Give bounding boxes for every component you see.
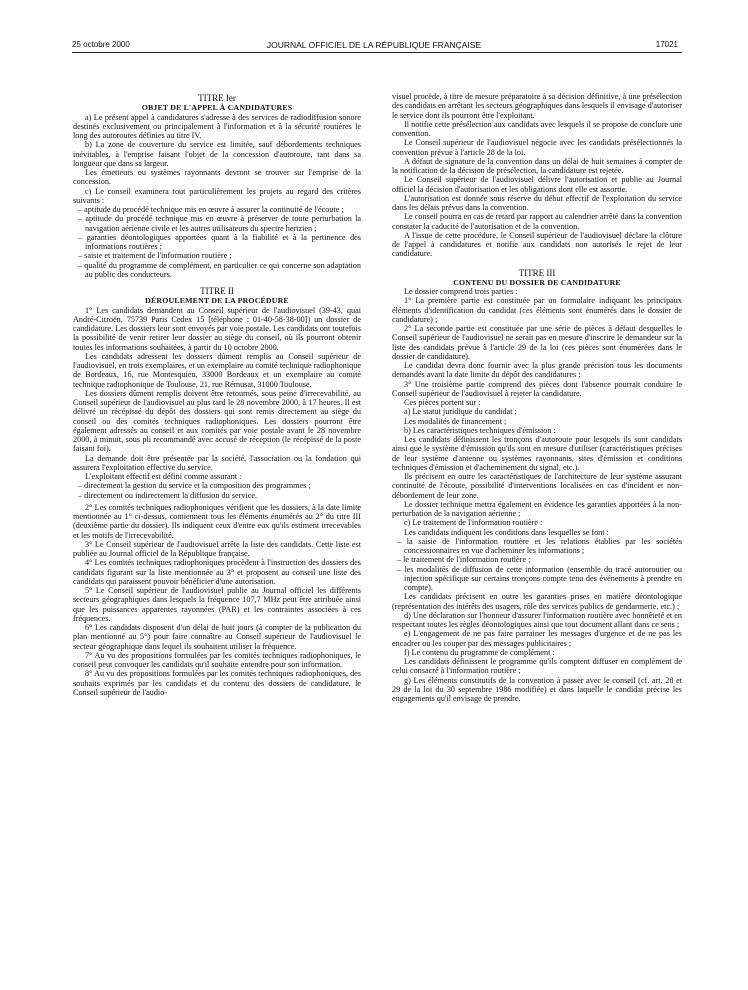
paragraph: 3° Une troisième partie comprend des pièces dont l'absence pourrait conduire le Conseil supérieur de l'audiovisuel à rejeter la candidature. <box>392 379 682 398</box>
paragraph: 1° Les candidats demandent au Conseil supérieur de l'audiovisuel (39-43, quai André-Citroën, 75739 Paris Cedex 15 [téléphone : 01-40-58-38-00]) un dossier de candidature. Les dossiers leur sont envoyés par voie postale. Les candidats ont toutefois la possibilité de venir retirer leur dossier au siège du conseil, où ils pourront obtenir toutes les informations souhaitées, à partir du 10 octobre 2000. <box>73 305 361 352</box>
list-item: – les modalités de diffusion de cette information (ensemble du tracé autoroutier ou injection spécifique sur certains tronçons compte tenu des événements à prendre en compte). <box>397 564 682 592</box>
paragraph: 4° Les comités techniques radiophoniques procèdent à l'instruction des dossiers des candidats figurant sur la liste mentionnée au 3° et proposent au conseil une liste des candidats qui paraissent pouvoir bénéficier d'une autorisation. <box>73 558 361 586</box>
paragraph: Le dossier comprend trois parties : <box>404 287 518 296</box>
paragraph: c) Le conseil examinera tout particulièrement les projets au regard des critères suivants : <box>73 186 361 205</box>
right-column <box>392 92 682 703</box>
paragraph: a) Le statut juridique du candidat ; <box>404 407 517 417</box>
issue-date: 25 octobre 2000 <box>72 40 130 49</box>
paragraph: visuel procède, à titre de mesure préparatoire à sa décision définitive, à une présélection des candidats en arrêtant les secteurs géographiques dans lesquels il envisage d'autoriser le service dont ils pourront être l'exploitant. <box>392 92 682 120</box>
titre-3-subtitle: CONTENU DU DOSSIER DE CANDIDATURE <box>453 277 621 287</box>
list-item: – saisie et traitement de l'information routière ; <box>78 251 232 261</box>
list-item: – directement la gestion du service et la composition des programmes ; <box>78 481 311 491</box>
journal-title: JOURNAL OFFICIEL DE LA RÉPUBLIQUE FRANÇAISE <box>266 40 482 50</box>
paragraph: Le conseil pourra en cas de retard par rapport au calendrier arrêté dans la convention constater la caducité de l'autorisation et de la convention. <box>392 212 682 231</box>
paragraph: d) Une déclaration sur l'honneur d'assurer l'information routière avec honnêteté et en respectant toutes les règles déontologiques ainsi que tout document allant dans ce sens ; <box>392 610 682 629</box>
paragraph: A défaut de signature de la convention dans un délai de huit semaines à compter de la notification de la décision de présélection, la candidature est rejetée. <box>392 156 682 175</box>
left-column <box>73 94 361 697</box>
paragraph: Les dossiers dûment remplis doivent être retournés, sous peine d'irrecevabilité, au Conseil supérieur de l'audiovisuel au plus tard le 28 novembre 2000, à 17 heures. Il est délivré un récépissé du dépôt des dossiers qui sont remis directement au siège du conseil ou des comités techniques radiophoniques. Les dossiers pourront être également adressés au conseil et aux comités par voie postale avant le 28 novembre 2000, à minuit, sous pli recommandé avec accusé de réception (le récépissé de la poste faisant foi). <box>73 388 361 454</box>
paragraph: g) Les éléments constitutifs de la convention à passer avec le conseil (cf. art. 28 et 29 de la loi du 30 septembre 1986 modifiée) et dans laquelle le candidat précise les engagements qu'il envisage de prendre. <box>392 675 682 703</box>
list-item: – la saisie de l'information routière et les relations établies par les sociétés concessionnaires en vue d'acheminer les informations ; <box>397 536 682 555</box>
paragraph: Les modalités de financement ; <box>404 416 507 426</box>
paragraph: Les candidats précisent en outre les garanties prises en matière déontologique (représentation des intérêts des usagers, rôle des services publics de gendarmerie, etc.) ; <box>392 592 682 611</box>
paragraph: Les candidats indiquent les conditions dans lesquelles se font : <box>404 527 609 537</box>
paragraph: L'autorisation est donnée sous réserve du début effectif de l'exploitation du service dans les délais prévus dans la convention. <box>392 193 682 212</box>
list-item: – garanties déontologiques apportées quant à la fiabilité et à la pertinence des informations routières ; <box>78 232 361 251</box>
paragraph: Les candidats adressent les dossiers dûment remplis au Conseil supérieur de l'audiovisuel, en trois exemplaires, et un exemplaire au comité technique radiophonique de Bordeaux, 16, rue Montesquieu, 33000 Bordeaux et un exemplaire au comité technique radiophonique de Toulouse, 21, rue Rémusat, 31000 Toulouse. <box>73 351 361 389</box>
paragraph: b) La zone de couverture du service est limitée, sauf débordements techniques inévitables, à l'emprise faisant l'objet de la concession d'autoroute, tant dans sa longueur que dans sa largeur. <box>73 140 361 168</box>
paragraph: Les émetteurs ou systèmes rayonnants devront se trouver sur l'emprise de la concession. <box>73 168 361 187</box>
titre-1-subtitle: OBJET DE L'APPEL À CANDIDATURES <box>141 103 293 113</box>
paragraph: Le dossier technique mettra également en évidence les garanties apportées à la non-perturbation de la navigation aérienne ; <box>392 499 682 518</box>
paragraph: f) Le contenu du programme de complément : <box>404 647 555 657</box>
titre-3: TITRE III <box>518 267 556 278</box>
paragraph: Il notifie cette présélection aux candidats avec lesquels il se propose de conclure une convention. <box>392 119 682 138</box>
paragraph: 3° Le Conseil supérieur de l'audiovisuel arrête la liste des candidats. Cette liste est publiée au Journal officiel de la République française. <box>73 539 361 558</box>
paragraph: Ils précisent en outre les caractéristiques de l'architecture de leur système assurant continuité de l'écoute, possibilité d'interventions localisées en cas d'incident et non-débordement de leur zone. <box>392 472 682 500</box>
criteria-list <box>73 205 361 279</box>
paragraph: A l'issue de cette procédure, le Conseil supérieur de l'audiovisuel déclare la clôture de l'appel à candidatures et notifie aux candidats non autorisés le rejet de leur candidature. <box>392 230 682 259</box>
page-number: 17021 <box>655 40 678 49</box>
paragraph: Le Conseil supérieur de l'audiovisuel délivre l'autorisation et publie au Journal officiel la décision d'autorisation et les obligations dont elle est assortie. <box>392 175 682 194</box>
list-item: – le traitement de l'information routière ; <box>397 555 531 565</box>
list-item: – aptitude du procédé technique mis en œuvre à assurer la continuité de l'écoute ; <box>78 205 344 214</box>
paragraph: Ces pièces portent sur : <box>404 398 481 407</box>
paragraph: Les candidats définissent le programme qu'ils comptent diffuser en complément de celui consacré à l'information routière ; <box>392 657 682 676</box>
header-rule <box>72 52 682 53</box>
paragraph: c) Le traitement de l'information routière : <box>404 518 543 528</box>
page-header <box>0 40 748 56</box>
paragraph: 1° La première partie est constituée par un formulaire indiquant les principaux éléments d'identification du candidat (ces éléments sont énumérés dans le dossier de candidature) ; <box>392 296 682 324</box>
paragraph: 2° La seconde partie est constituée par une série de pièces à défaut desquelles le Conseil supérieur de l'audiovisuel ne serait pas en mesure d'inscrire le demandeur sur la liste des candidats prévue à l'article 29 de la loi (ces pièces sont énumérées dans le dossier de candidature). <box>392 324 682 361</box>
list-item: – directement ou indirectement la diffusion du service. <box>78 490 258 500</box>
titre-1: TITRE Ier <box>198 93 236 103</box>
paragraph: Le Conseil supérieur de l'audiovisuel négocie avec les candidats présélectionnés la convention prévue à l'article 28 de la loi. <box>392 138 682 157</box>
paragraph: e) L'engagement de ne pas faire parrainer les messages d'urgence et de ne pas les encadrer ou les couper par des messages publicitaires ; <box>392 629 682 648</box>
paragraph: a) Le présent appel à candidatures s'adresse à des services de radiodiffusion sonore destinés exclusivement ou principalement à l'information et à la sécurité routières le long des autoroutes définies au titre IV. <box>73 112 361 140</box>
paragraph: L'exploitant effectif est défini comme assurant : <box>85 472 242 481</box>
paragraph: 2° Les comités techniques radiophoniques vérifient que les dossiers, à la date limite mentionnée au 1° ci-dessus, contiennent tous les éléments énumérés au 2° du titre III (deuxième partie du dossier). Ils indiquent ceux d'entre eux qu'ils estiment irrecevables et les motifs de l'irrecevabilité. <box>73 502 361 540</box>
titre-2-subtitle: DÉROULEMENT DE LA PROCÉDURE <box>145 296 289 306</box>
paragraph: 6° Les candidats disposent d'un délai de huit jours (à compter de la publication du plan mentionné au 5°) pour faire connaître au Conseil supérieur de l'audiovisuel le secteur géographique dans lequel ils souhaitent utiliser la fréquence. <box>73 623 361 651</box>
paragraph: 5° Le Conseil supérieur de l'audiovisuel publie au Journal officiel les différents secteurs géographiques dans lesquels la fréquence 107,7 MHz peut être attribuée ainsi que les puissances apparentes rayonnées (PAR) et les contraintes associées à ces fréquences. <box>73 586 361 623</box>
paragraph: b) Les caractéristiques techniques d'émission : <box>404 425 556 435</box>
list-item: – aptitude du procédé technique mis en œuvre à préserver de toute perturbation la navigation aérienne civile et les autres utilisateurs du spectre hertzien ; <box>78 214 361 233</box>
list-item: – qualité du programme de complément, en particulier ce qui concerne son adaptation au public des conducteurs. <box>78 260 361 279</box>
paragraph: Le candidat devra donc fournir avec la plus grande précision tous les documents demandés avant la date limite du dépôt des candidatures ; <box>392 361 682 380</box>
paragraph: La demande doit être présentée par la société, l'association ou la fondation qui assurera l'exploitation effective du service. <box>73 453 361 472</box>
operator-list <box>73 481 361 500</box>
titre-2: TITRE II <box>200 286 234 296</box>
paragraph: 7° Au vu des propositions formulées par les comités techniques radiophoniques, le conseil peut convoquer les candidats qu'il souhaite entendre pour son information. <box>73 650 361 669</box>
paragraph: Les candidats définissent les tronçons d'autoroute pour lesquels ils sont candidats ainsi que le système d'émission qu'ils sont en mesure d'utiliser (caractéristiques précises de leur système d'antenne ou systèmes rayonnants, sites d'émission et conditions techniques d'émission et d'acheminement du signal, etc.). <box>392 435 682 472</box>
paragraph: 8° Au vu des propositions formulées par les comités techniques radiophoniques, des souhaits exprimés par les candidats et du contenu des dossiers de candidature, le Conseil supérieur de l'audio- <box>73 669 361 697</box>
traffic-info-list <box>392 537 682 593</box>
